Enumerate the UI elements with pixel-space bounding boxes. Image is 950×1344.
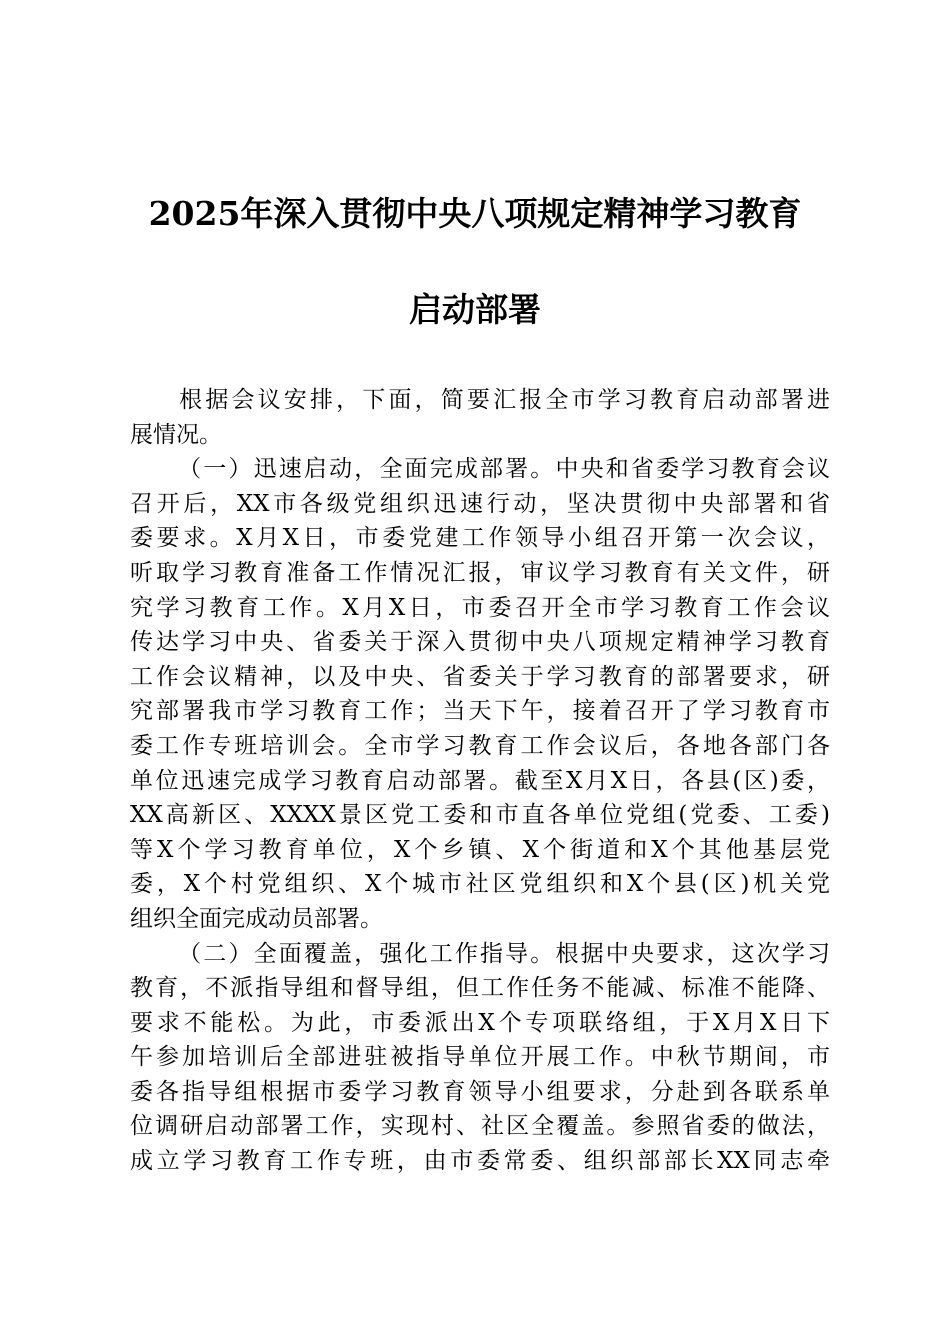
body-line: 委工作专班培训会。全市学习教育工作会议后，各地各部门各 [130, 732, 830, 759]
body-line: 等X个学习教育单位，X个乡镇、X个街道和X个其他基层党 [130, 836, 830, 863]
section-heading-1: （一）迅速启动，全面完成部署。 [176, 456, 556, 483]
body-line: 要求不能松。为此，市委派出X个专项联络组，于X月X日下 [130, 1009, 830, 1036]
document-title-line-1: 2025年深入贯彻中央八项规定精神学习教育 [148, 194, 802, 233]
body-line: （一）迅速启动，全面完成部署。中央和省委学习教育会议 [176, 456, 831, 483]
body-line: 委各指导组根据市委学习教育领导小组要求，分赴到各联系单 [130, 1078, 830, 1105]
body-line: 听取学习教育准备工作情况汇报，审议学习教育有关文件，研 [130, 559, 830, 586]
body-line: 午参加培训后全部进驻被指导单位开展工作。中秋节期间，市 [130, 1044, 830, 1071]
body-line: 工作会议精神，以及中央、省委关于学习教育的部署要求，研 [130, 663, 830, 690]
body-line: 单位迅速完成学习教育启动部署。截至X月X日，各县(区)委， [130, 767, 830, 794]
body-line: 究部署我市学习教育工作；当天下午，接着召开了学习教育市 [130, 698, 830, 725]
document-title-line-2: 启动部署 [409, 290, 541, 329]
body-line: 成立学习教育工作专班，由市委常委、组织部部长XX同志牵 [130, 1148, 830, 1175]
body-line: 展情况。 [130, 421, 222, 448]
body-line: 根据会议安排，下面，简要汇报全市学习教育启动部署进 [176, 387, 830, 413]
document-body [130, 383, 830, 1179]
body-line: 教育，不派指导组和督导组，但工作任务不能减、标准不能降、 [130, 975, 830, 1002]
body-line: （二）全面覆盖，强化工作指导。根据中央要求，这次学习 [176, 940, 831, 967]
body-line: 究学习教育工作。X月X日，市委召开全市学习教育工作会议 [130, 594, 830, 621]
body-line: 传达学习中央、省委关于深入贯彻中央八项规定精神学习教育 [130, 629, 830, 656]
body-line: 委要求。X月X日，市委党建工作领导小组召开第一次会议， [130, 525, 830, 552]
body-line: 委，X个村党组织、X个城市社区党组织和X个县(区)机关党 [130, 871, 830, 898]
body-line: XX高新区、XXXX景区党工委和市直各单位党组(党委、工委) [130, 802, 830, 829]
body-line: 召开后，XX市各级党组织迅速行动，坚决贯彻中央部署和省 [130, 490, 830, 517]
section-heading-2: （二）全面覆盖，强化工作指导。 [176, 940, 556, 967]
body-line: 位调研启动部署工作，实现村、社区全覆盖。参照省委的做法， [130, 1113, 830, 1140]
body-line: 组织全面完成动员部署。 [130, 905, 383, 932]
